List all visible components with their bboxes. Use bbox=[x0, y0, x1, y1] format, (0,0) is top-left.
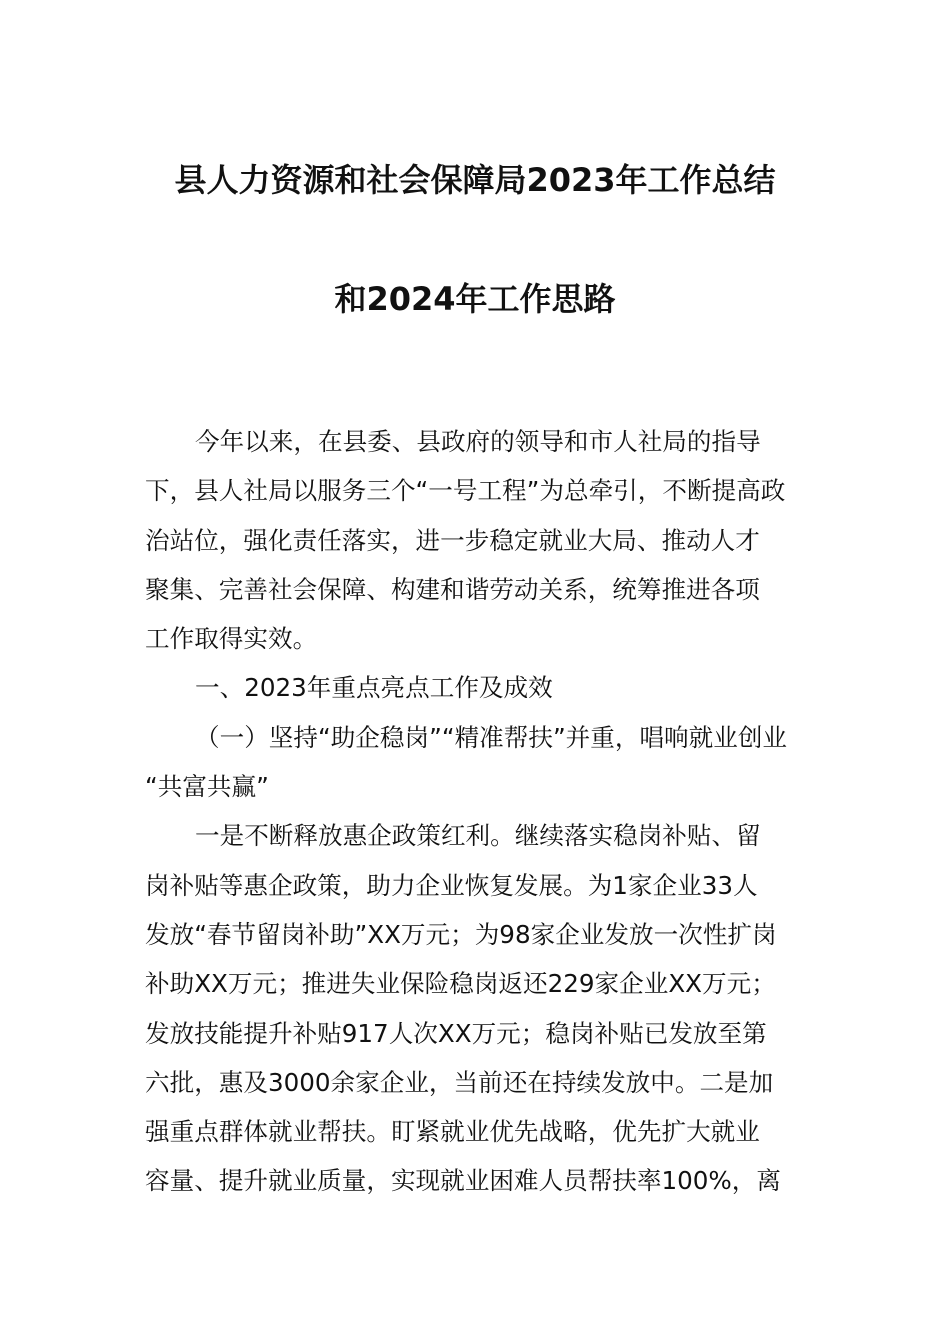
section-heading-1 bbox=[145, 663, 810, 712]
text-line: 今年以来，在县委、县政府的领导和市人社局的指导 bbox=[195, 427, 761, 456]
document-body bbox=[145, 417, 810, 1206]
text-line: 强重点群体就业帮扶。盯紧就业优先战略，优先扩大就业 bbox=[145, 1117, 760, 1147]
text-line: 一是不断释放惠企政策红利。继续落实稳岗补贴、留 bbox=[195, 821, 761, 851]
text-line: 一、2023年重点亮点工作及成效 bbox=[195, 673, 553, 703]
text-line: “共富共赢” bbox=[145, 772, 269, 802]
text-line: 补助XX万元；推进失业保险稳岗返还229家企业XX万元； bbox=[145, 969, 776, 999]
text-line: 发放“春节留岗补助”XX万元；为98家企业发放一次性扩岗 bbox=[145, 919, 777, 949]
body-paragraph-1 bbox=[145, 811, 810, 1205]
text-line: 聚集、完善社会保障、构建和谐劳动关系，统筹推进各项 bbox=[145, 574, 760, 604]
text-line: 治站位，强化责任落实，进一步稳定就业大局、推动人才 bbox=[145, 525, 760, 555]
document-title-line-2: 和2024年工作思路 bbox=[334, 280, 616, 318]
document-title-line-1: 县人力资源和社会保障局2023年工作总结 bbox=[174, 161, 776, 199]
intro-paragraph bbox=[145, 417, 810, 663]
text-line: 六批，惠及3000余家企业，当前还在持续发放中。二是加 bbox=[145, 1067, 774, 1097]
text-line: 容量、提升就业质量，实现就业困难人员帮扶率100%，离 bbox=[145, 1166, 781, 1196]
text-line: 工作取得实效。 bbox=[145, 624, 318, 654]
text-line: （一）坚持“助企稳岗”“精准帮扶”并重，唱响就业创业 bbox=[195, 722, 788, 752]
text-line: 岗补贴等惠企政策，助力企业恢复发展。为1家企业33人 bbox=[145, 870, 758, 900]
subsection-heading-1 bbox=[145, 713, 810, 812]
text-line: 下，县人社局以服务三个“一号工程”为总牵引，不断提高政 bbox=[145, 476, 786, 506]
text-line: 发放技能提升补贴917人次XX万元；稳岗补贴已发放至第 bbox=[145, 1018, 767, 1048]
